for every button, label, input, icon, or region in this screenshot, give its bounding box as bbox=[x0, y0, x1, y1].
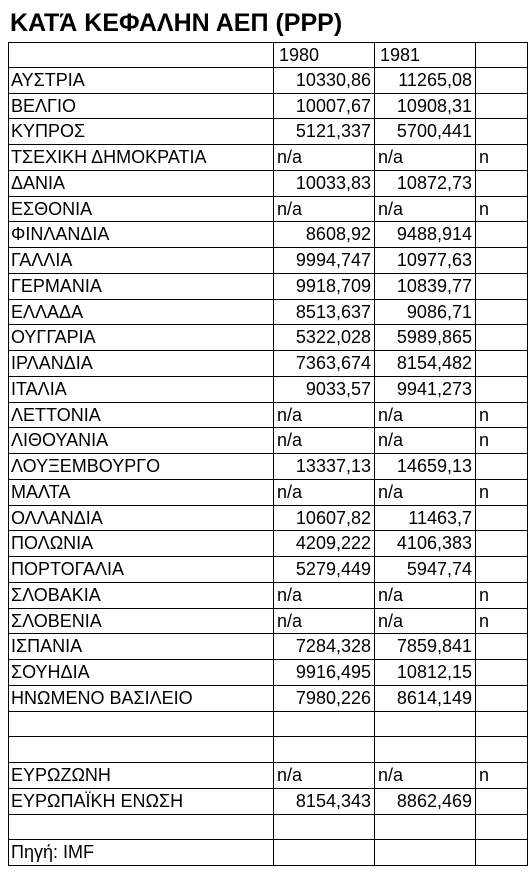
table-row bbox=[8, 737, 528, 763]
value-cell-1980[interactable]: n/a bbox=[274, 583, 375, 609]
table-row bbox=[8, 712, 528, 738]
value-cell-next[interactable]: n bbox=[476, 403, 528, 429]
value-cell-next[interactable]: n bbox=[476, 480, 528, 506]
country-cell[interactable]: ΣΛΟΒΕΝΙΑ bbox=[8, 609, 274, 635]
value-cell-1980[interactable]: 7363,674 bbox=[274, 351, 375, 377]
value-cell-next[interactable] bbox=[476, 789, 528, 815]
value-cell-1981[interactable]: 4106,383 bbox=[375, 531, 476, 557]
value-cell-next[interactable] bbox=[476, 377, 528, 403]
table-row bbox=[8, 351, 528, 377]
table-row bbox=[8, 222, 528, 248]
value-cell-1981[interactable]: 11265,08 bbox=[375, 68, 476, 94]
value-cell-next[interactable] bbox=[476, 686, 528, 712]
value-cell-1981[interactable]: 14659,13 bbox=[375, 454, 476, 480]
value-cell-next[interactable] bbox=[476, 222, 528, 248]
table-row bbox=[8, 454, 528, 480]
table-row bbox=[8, 274, 528, 300]
table-row bbox=[8, 660, 528, 686]
value-cell-1980[interactable]: 7980,226 bbox=[274, 686, 375, 712]
value-cell-1981[interactable] bbox=[375, 815, 476, 841]
value-cell-1981[interactable] bbox=[375, 737, 476, 763]
country-cell[interactable] bbox=[8, 737, 274, 763]
country-cell[interactable]: ΕΥΡΩΖΩΝΗ bbox=[8, 763, 274, 789]
value-cell-1980[interactable]: n/a bbox=[274, 145, 375, 171]
country-cell[interactable]: ΣΟΥΗΔΙΑ bbox=[8, 660, 274, 686]
country-cell[interactable]: ΛΕΤΤΟΝΙΑ bbox=[8, 403, 274, 429]
value-cell-next[interactable] bbox=[476, 712, 528, 738]
value-cell-1980[interactable]: n/a bbox=[274, 480, 375, 506]
value-cell-next[interactable]: n bbox=[476, 583, 528, 609]
value-cell-1980[interactable]: 5322,028 bbox=[274, 325, 375, 351]
value-cell-next[interactable]: n bbox=[476, 763, 528, 789]
value-cell-1981[interactable]: 8862,469 bbox=[375, 789, 476, 815]
country-cell[interactable] bbox=[8, 712, 274, 738]
table-row bbox=[8, 686, 528, 712]
country-cell[interactable]: ΓΑΛΛΙΑ bbox=[8, 248, 274, 274]
value-cell-1981[interactable]: 9488,914 bbox=[375, 222, 476, 248]
value-cell-1980[interactable]: 13337,13 bbox=[274, 454, 375, 480]
value-cell-next[interactable] bbox=[476, 454, 528, 480]
value-cell-1980[interactable]: 9916,495 bbox=[274, 660, 375, 686]
country-cell[interactable]: ΚΥΠΡΟΣ bbox=[8, 119, 274, 145]
country-cell[interactable]: ΙΣΠΑΝΙΑ bbox=[8, 634, 274, 660]
value-cell-next[interactable] bbox=[476, 325, 528, 351]
value-cell-next[interactable]: n bbox=[476, 609, 528, 635]
country-cell[interactable]: ΟΛΛΑΝΔΙΑ bbox=[8, 506, 274, 532]
value-cell-1981[interactable] bbox=[375, 712, 476, 738]
value-cell-next[interactable] bbox=[476, 506, 528, 532]
value-cell-1981[interactable]: 5700,441 bbox=[375, 119, 476, 145]
table-row bbox=[8, 583, 528, 609]
value-cell-1981[interactable]: 10908,31 bbox=[375, 94, 476, 120]
country-cell[interactable]: ΒΕΛΓΙΟ bbox=[8, 94, 274, 120]
table-row bbox=[8, 840, 528, 866]
value-cell-1980[interactable] bbox=[274, 815, 375, 841]
value-cell-1980[interactable]: n/a bbox=[274, 197, 375, 223]
value-cell-next[interactable] bbox=[476, 351, 528, 377]
value-cell-1981[interactable]: n/a bbox=[375, 480, 476, 506]
value-cell-1980[interactable]: 10007,67 bbox=[274, 94, 375, 120]
value-cell-1981[interactable]: n/a bbox=[375, 583, 476, 609]
value-cell-1981[interactable]: 10812,15 bbox=[375, 660, 476, 686]
table-row bbox=[8, 145, 528, 171]
value-cell-1981[interactable]: n/a bbox=[375, 428, 476, 454]
value-cell-1980[interactable]: 9033,57 bbox=[274, 377, 375, 403]
table-row bbox=[8, 300, 528, 326]
header-cell-1981[interactable]: 1981 bbox=[375, 42, 476, 68]
country-cell[interactable]: ΦΙΝΛΑΝΔΙΑ bbox=[8, 222, 274, 248]
value-cell-next[interactable] bbox=[476, 557, 528, 583]
country-cell[interactable]: ΓΕΡΜΑΝΙΑ bbox=[8, 274, 274, 300]
table-row bbox=[8, 428, 528, 454]
country-cell[interactable]: ΛΟΥΞΕΜΒΟΥΡΓΟ bbox=[8, 454, 274, 480]
country-cell[interactable]: ΕΛΛΑΔΑ bbox=[8, 300, 274, 326]
value-cell-1980[interactable]: 8513,637 bbox=[274, 300, 375, 326]
table-row bbox=[8, 557, 528, 583]
value-cell-1980[interactable]: 5121,337 bbox=[274, 119, 375, 145]
value-cell-next[interactable]: n bbox=[476, 428, 528, 454]
value-cell-next[interactable] bbox=[476, 531, 528, 557]
country-cell[interactable]: ΔΑΝΙΑ bbox=[8, 171, 274, 197]
value-cell-1980[interactable]: 8154,343 bbox=[274, 789, 375, 815]
country-cell[interactable]: ΠΟΛΩΝΙΑ bbox=[8, 531, 274, 557]
table-row bbox=[8, 248, 528, 274]
value-cell-1981[interactable]: 8154,482 bbox=[375, 351, 476, 377]
value-cell-1980[interactable]: n/a bbox=[274, 428, 375, 454]
value-cell-1981[interactable]: 9086,71 bbox=[375, 300, 476, 326]
value-cell-1980[interactable]: 7284,328 bbox=[274, 634, 375, 660]
value-cell-1981[interactable]: 10839,77 bbox=[375, 274, 476, 300]
value-cell-1980[interactable]: 5279,449 bbox=[274, 557, 375, 583]
value-cell-1981[interactable]: n/a bbox=[375, 403, 476, 429]
country-cell[interactable]: ΠΟΡΤΟΓΑΛΙΑ bbox=[8, 557, 274, 583]
value-cell-next[interactable] bbox=[476, 68, 528, 94]
value-cell-next[interactable]: n bbox=[476, 197, 528, 223]
country-cell[interactable]: ΕΣΘΟΝΙΑ bbox=[8, 197, 274, 223]
table-row bbox=[8, 325, 528, 351]
value-cell-1981[interactable]: 10872,73 bbox=[375, 171, 476, 197]
table-row bbox=[8, 634, 528, 660]
value-cell-next[interactable] bbox=[476, 660, 528, 686]
table-row bbox=[8, 531, 528, 557]
value-cell-1980[interactable]: 9918,709 bbox=[274, 274, 375, 300]
value-cell-1980[interactable]: 10607,82 bbox=[274, 506, 375, 532]
country-cell[interactable]: ΙΤΑΛΙΑ bbox=[8, 377, 274, 403]
table-row bbox=[8, 789, 528, 815]
value-cell-next[interactable] bbox=[476, 634, 528, 660]
value-cell-1981[interactable]: 8614,149 bbox=[375, 686, 476, 712]
country-cell[interactable]: ΑΥΣΤΡΙΑ bbox=[8, 68, 274, 94]
table-row bbox=[8, 480, 528, 506]
table-row bbox=[8, 815, 528, 841]
value-cell-1981[interactable]: n/a bbox=[375, 197, 476, 223]
value-cell-1981[interactable]: 9941,273 bbox=[375, 377, 476, 403]
value-cell-next[interactable] bbox=[476, 737, 528, 763]
value-cell-1980[interactable]: 4209,222 bbox=[274, 531, 375, 557]
header-row bbox=[8, 42, 528, 68]
country-cell[interactable]: ΟΥΓΓΑΡΙΑ bbox=[8, 325, 274, 351]
table-row bbox=[8, 94, 528, 120]
value-cell-1981[interactable]: n/a bbox=[375, 763, 476, 789]
country-cell[interactable]: ΜΑΛΤΑ bbox=[8, 480, 274, 506]
value-cell-1981[interactable]: n/a bbox=[375, 609, 476, 635]
value-cell-next[interactable] bbox=[476, 815, 528, 841]
country-cell[interactable]: ΛΙΘΟΥΑΝΙΑ bbox=[8, 428, 274, 454]
value-cell-1980[interactable]: 9994,747 bbox=[274, 248, 375, 274]
table-row bbox=[8, 377, 528, 403]
value-cell-next[interactable] bbox=[476, 248, 528, 274]
country-cell[interactable]: ΕΥΡΩΠΑΪΚΗ ΕΝΩΣΗ bbox=[8, 789, 274, 815]
value-cell-1980[interactable]: n/a bbox=[274, 763, 375, 789]
table-row bbox=[8, 119, 528, 145]
table-row bbox=[8, 197, 528, 223]
value-cell-next[interactable] bbox=[476, 94, 528, 120]
country-cell[interactable]: ΤΣΕΧΙΚΗ ΔΗΜΟΚΡΑΤΙΑ bbox=[8, 145, 274, 171]
value-cell-1980[interactable] bbox=[274, 840, 375, 866]
value-cell-1980[interactable] bbox=[274, 737, 375, 763]
country-cell[interactable]: ΣΛΟΒΑΚΙΑ bbox=[8, 583, 274, 609]
country-cell[interactable]: ΙΡΛΑΝΔΙΑ bbox=[8, 351, 274, 377]
table-row bbox=[8, 763, 528, 789]
value-cell-1980[interactable]: 10033,83 bbox=[274, 171, 375, 197]
value-cell-next[interactable] bbox=[476, 274, 528, 300]
value-cell-next[interactable] bbox=[476, 300, 528, 326]
table-row bbox=[8, 506, 528, 532]
country-cell[interactable]: Πηγή: IMF bbox=[8, 840, 274, 866]
value-cell-1980[interactable]: 8608,92 bbox=[274, 222, 375, 248]
value-cell-1981[interactable]: n/a bbox=[375, 145, 476, 171]
value-cell-1980[interactable]: n/a bbox=[274, 403, 375, 429]
value-cell-1981[interactable]: 5947,74 bbox=[375, 557, 476, 583]
sheet-title: ΚΑΤΆ ΚΕΦΑΛΗΝ ΑΕΠ (PPP) bbox=[10, 9, 343, 37]
value-cell-1981[interactable]: 11463,7 bbox=[375, 506, 476, 532]
header-cell-country[interactable] bbox=[8, 42, 274, 68]
table-row bbox=[8, 68, 528, 94]
value-cell-next[interactable] bbox=[476, 171, 528, 197]
value-cell-1980[interactable]: 10330,86 bbox=[274, 68, 375, 94]
value-cell-1980[interactable]: n/a bbox=[274, 609, 375, 635]
value-cell-1981[interactable]: 5989,865 bbox=[375, 325, 476, 351]
table-row bbox=[8, 609, 528, 635]
country-cell[interactable] bbox=[8, 815, 274, 841]
value-cell-1980[interactable] bbox=[274, 712, 375, 738]
value-cell-next[interactable] bbox=[476, 840, 528, 866]
value-cell-next[interactable] bbox=[476, 119, 528, 145]
table-row bbox=[8, 171, 528, 197]
value-cell-1981[interactable] bbox=[375, 840, 476, 866]
table-row bbox=[8, 403, 528, 429]
country-cell[interactable]: ΗΝΩΜΕΝΟ ΒΑΣΙΛΕΙΟ bbox=[8, 686, 274, 712]
value-cell-next[interactable]: n bbox=[476, 145, 528, 171]
value-cell-1981[interactable]: 10977,63 bbox=[375, 248, 476, 274]
spreadsheet bbox=[8, 0, 490, 877]
header-cell-next[interactable] bbox=[476, 42, 528, 68]
header-cell-1980[interactable]: 1980 bbox=[274, 42, 375, 68]
value-cell-1981[interactable]: 7859,841 bbox=[375, 634, 476, 660]
